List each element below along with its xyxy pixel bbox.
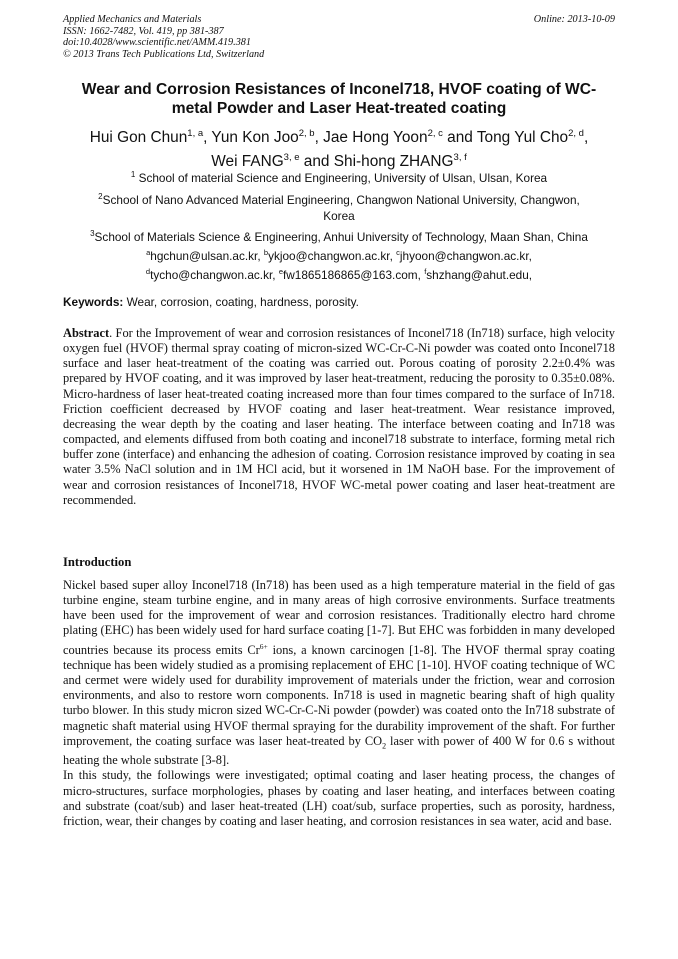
affiliation-mark: 2 xyxy=(98,192,103,201)
affiliation-3 xyxy=(60,226,618,245)
co2-subscript: 2 xyxy=(382,741,387,751)
email-line-2: $^d$tycho@changwon.ac.kr, $^e$fw1865186865@163.com, $^f$shzhang@ahut.edu, xyxy=(145,266,533,282)
introduction-paragraph-2: In this study, the followings were investigated; optimal coating and laser heating process, the changes of micro-structures, surface morphologies, phases by coating and laser heating, and interfaces between coating and substrate (coat/sub) and laser heat-treated (LH) coat/sub, surface properties, such as porosity, hardness, friction, wear, their changes by coating and laser heating, and corrosion resistances in sea water, acid and base. xyxy=(63,768,615,828)
journal-name: Applied Mechanics and Materials xyxy=(63,14,202,25)
author-affiliation-mark: 2, c xyxy=(427,128,443,139)
author-emails xyxy=(60,245,618,283)
author-name: Shi-hong ZHANG xyxy=(333,153,454,171)
author-name: Jae Hong Yoon xyxy=(323,129,428,147)
ion-charge: 6+ xyxy=(259,641,268,651)
keywords-text: Wear, corrosion, coating, hardness, porosity. xyxy=(126,295,359,309)
email-mark: c xyxy=(396,248,400,257)
author-name: Yun Kon Joo xyxy=(211,129,299,147)
email-address[interactable]: fw1865186865@163.com xyxy=(282,267,418,282)
email-address[interactable]: ykjoo@changwon.ac.kr xyxy=(268,248,390,263)
keywords xyxy=(63,294,615,310)
affiliation-2 xyxy=(60,189,618,224)
email-mark: d xyxy=(145,266,151,276)
author-name: Hui Gon Chun xyxy=(89,129,188,147)
affiliation-mark: 3 xyxy=(90,229,95,238)
email-mark: a xyxy=(146,248,151,257)
abstract xyxy=(63,326,615,508)
author-list xyxy=(60,124,618,172)
author-line-2: Wei FANG$^{3, e}$ and Shi-hong ZHANG$^{3, f}$ xyxy=(211,152,467,171)
paragraph-text: laser with power of 400 W for 0.6 s without heating the whole substrate [3-8]. xyxy=(63,733,615,768)
email-address[interactable]: shzhang@ahut.edu xyxy=(426,267,529,282)
author-affiliation-mark: 2, d xyxy=(568,128,584,139)
author-line-1: Hui Gon Chun$^{1, a}$, Yun Kon Joo$^{2, b}$, Jae Hong Yoon$^{2, c}$ and Tong Yul Cho$^{2, d}$, xyxy=(89,128,589,147)
copyright-line: © 2013 Trans Tech Publications Ltd, Switzerland xyxy=(63,48,265,60)
introduction-paragraph-1 xyxy=(63,578,615,768)
email-mark: e xyxy=(278,266,283,276)
affiliation-text-cont: Korea xyxy=(323,208,355,223)
title-line-1: Wear and Corrosion Resistances of Inconel718, HVOF coating of WC- xyxy=(81,81,597,98)
author-name: Wei FANG xyxy=(211,153,284,171)
paragraph-text: Nickel based super alloy Inconel718 (In718) has been used as a high temperature material in the field of gas turbine engine, steam turbine engine, and in many areas of high corrosive environments. Surface treatments have been used for the improvement of wear and corrosion resistances. Traditionally electro hard chrome plating (EHC) has been widely used for hard surface coating [1-7]. But EHC was forbidden in many developed countries because its process emits Cr xyxy=(63,578,615,657)
email-line-1: $^a$hgchun@ulsan.ac.kr, $^b$ykjoo@changwon.ac.kr, $^c$jhyoon@changwon.ac.kr, xyxy=(146,248,532,263)
keywords-label: Keywords: xyxy=(63,295,124,309)
issn-line: ISSN: 1662-7482, Vol. 419, pp 381-387 xyxy=(63,25,224,37)
email-mark: f xyxy=(424,266,427,276)
introduction-body xyxy=(63,578,615,829)
author-affiliation-mark: 3, e xyxy=(283,152,300,164)
email-address[interactable]: jhyoon@changwon.ac.kr xyxy=(399,248,529,263)
title-line-2: metal Powder and Laser Heat-treated coating xyxy=(171,100,507,117)
affiliation-mark: 1 xyxy=(130,170,136,179)
doi-line: doi:10.4028/www.scientific.net/AMM.419.381 xyxy=(63,37,251,48)
author-name: Tong Yul Cho xyxy=(476,129,569,147)
email-mark: b xyxy=(263,248,269,257)
affiliation-text: School of material Science and Engineering, University of Ulsan, Ulsan, Korea xyxy=(138,170,548,185)
introduction-heading: Introduction xyxy=(63,555,132,569)
author-affiliation-mark: 3, f xyxy=(453,152,467,164)
paragraph-text: ions, a known carcinogen [1-8]. The HVOF thermal spray coating technique has been widely studied as a promising replacement of EHC [1-10]. HVOF coating technique of WC and cermet were widely used for durability improvement of materials under the friction, wear and corrosion environments, and also to restore worn components. In718 is used in magnetic bearing shaft of high quality turbo blower. In this study micron sized WC-Cr-C-Ni powder (powder) was coated onto the In718 substrate of magnetic shaft material using HVOF thermal spraying for the durability improvement of the shaft. For further improvement, the coating surface was laser heat-treated by CO xyxy=(63,642,615,748)
author-affiliation-mark: 1, a xyxy=(187,128,204,139)
abstract-text: . For the Improvement of wear and corrosion resistances of Inconel718 (In718) surface, high velocity oxygen fuel (HVOF) thermal spray coating of micron-sized WC-Cr-C-Ni powder was coated onto Inconel718 surface and laser heat-treatment of the coating was carried out. Porous coating of porosity 2.2±0.4% was prepared by HVOF coating, and it was improved by laser heat-treatment, reducing the porosity to 0.35±0.08%. Micro-hardness of laser heat-treated coating increased more than four times compared to the surface of In718. Friction coefficient decreased by HVOF coating and laser heat-treatment. Wear resistance improved, decreasing the wear depth by the coating and laser heating. The interface between coating and In718 was compacted, and elements diffused from both coating and inconel718 substrate to interface, forming metal rich buffer zone (interface) and enhancing the adhesion of coating. Corrosion resistance improved by coating in sea water 3.5% NaCl solution and in 1M HCl acid, but it worsened in 1M NaOH base. For the improvement of wear and corrosion resistances of Inconel718, HVOF WC-metal power coating and laser heat-treatment are recommended. xyxy=(63,326,615,507)
online-date: Online: 2013-10-09 xyxy=(533,14,615,25)
journal-header xyxy=(63,14,615,60)
email-address[interactable]: tycho@changwon.ac.kr xyxy=(150,267,273,282)
affiliation-text: School of Materials Science & Engineering, Anhui University of Technology, Maan Shan, China xyxy=(94,229,588,244)
paper-title xyxy=(60,80,618,118)
abstract-label: Abstract xyxy=(63,326,110,340)
affiliation-text: School of Nano Advanced Material Engineering, Changwon National University, Changwon, xyxy=(102,192,580,207)
author-affiliation-mark: 2, b xyxy=(298,128,315,139)
email-address[interactable]: hgchun@ulsan.ac.kr xyxy=(150,248,258,263)
affiliation-1 xyxy=(60,167,618,186)
